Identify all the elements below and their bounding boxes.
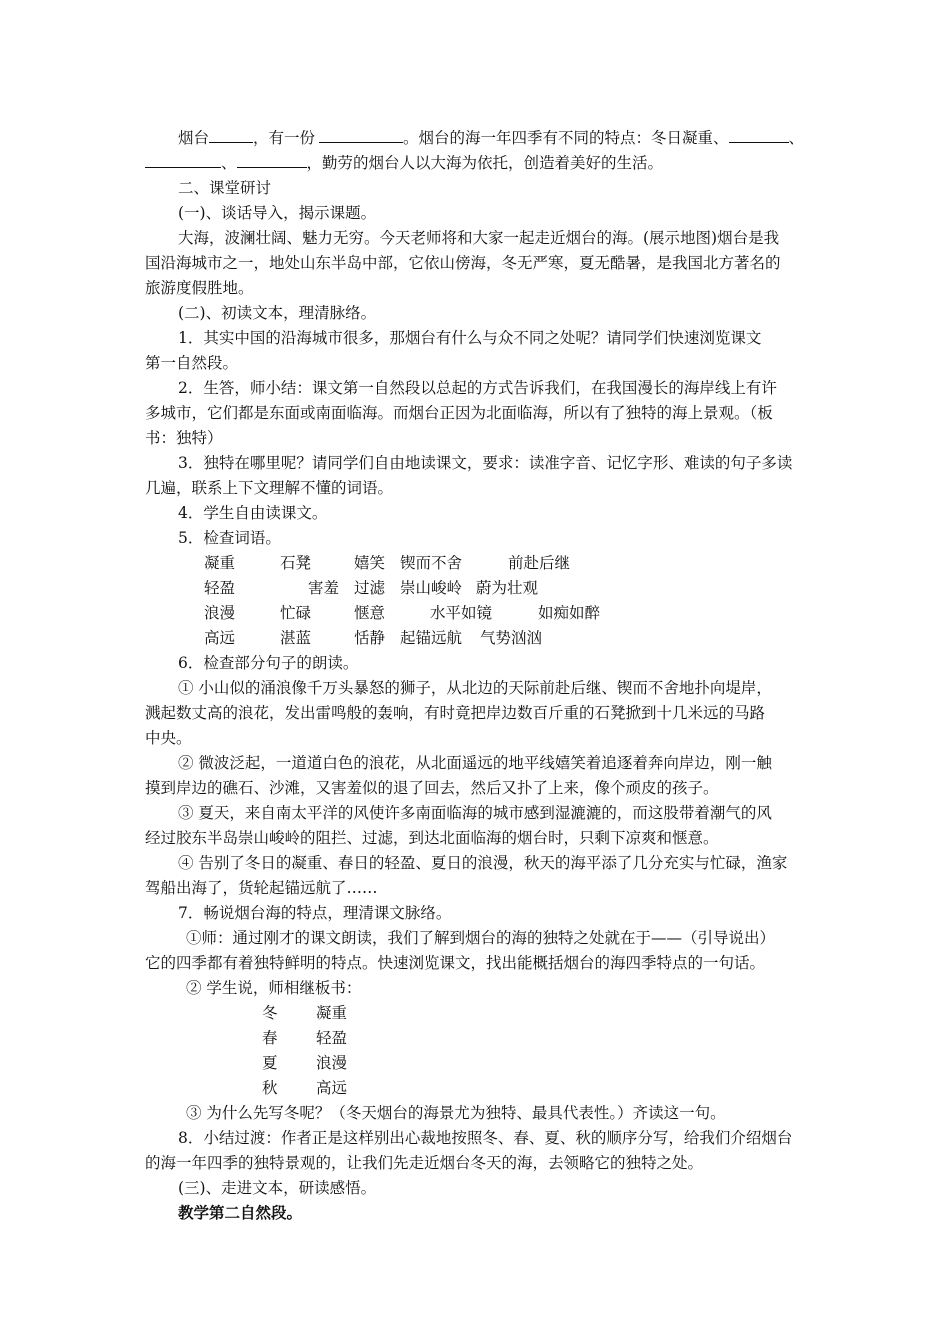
item-7-sub-line: 它的四季都有着独特鲜明的特点。快速浏览课文，找出能概括烟台的海四季特点的一句话。 [145,954,766,972]
intro-text: 烟台 [178,129,210,147]
vocab-word: 忙碌 [280,604,312,622]
season-label: 夏 [262,1054,278,1072]
item-3-line: 几遍，联系上下文理解不懂的词语。 [145,479,394,497]
item-7-sub-line: ② 学生说，师相继板书： [186,979,362,997]
vocab-word: 石凳 [280,554,312,572]
vocab-word: 蔚为壮观 [476,579,539,597]
item-7-sub-line: ③ 为什么先写冬呢？（冬天烟台的海景尤为独特、最具代表性。）齐读这一句。 [186,1104,726,1122]
blank-5 [237,153,307,168]
item-8-line: 的海一年四季的独特景观的，让我们先走近烟台冬天的海，去领略它的独特之处。 [145,1154,704,1172]
season-label: 秋 [262,1079,278,1097]
item-5-line: 5．检查词语。 [178,529,281,547]
intro-text: 、 [221,154,237,172]
subheading-3: (三)、走进文本，研读感悟。 [178,1179,377,1197]
sentence-2-line: 摸到岸边的礁石、沙滩，又害羞似的退了回去，然后又扑了上来，像个顽皮的孩子。 [145,779,719,797]
season-feature: 凝重 [316,1004,348,1022]
item-8-line: 8．小结过渡：作者正是这样别出心裁地按照冬、春、夏、秋的顺序分写，给我们介绍烟台 [178,1129,793,1147]
sentence-1-line: 溅起数丈高的浪花，发出雷鸣般的轰响，有时竟把岸边数百斤重的石凳掀到十几米远的马路 [145,704,766,722]
vocab-word: 嬉笑 [354,554,386,572]
vocab-word: 害羞 [308,579,340,597]
vocab-word: 起锚远航 [400,629,463,647]
item-6-line: 6．检查部分句子的朗读。 [178,654,359,672]
sentence-4-line: 驾船出海了，货轮起锚远航了…… [145,879,378,897]
sentence-3-line: ③ 夏天，来自南太平洋的风使许多南面临海的城市感到湿漉漉的，而这股带着潮气的风 [178,804,772,822]
vocab-word: 崇山峻岭 [400,579,463,597]
subheading-1: (一)、谈话导入，揭示课题。 [178,204,377,222]
vocab-word: 浪漫 [204,604,236,622]
bold-heading: 教学第二自然段。 [178,1203,303,1222]
item-4-line: 4．学生自由读课文。 [178,504,328,522]
intro-text: 、 [788,129,805,147]
sentence-1-line: ① 小山似的涌浪像千万头暴怒的狮子，从北边的天际前赴后继、锲而不舍地扑向堤岸， [178,679,772,697]
vocab-word: 轻盈 [204,579,236,597]
vocab-word: 过滤 [354,579,386,597]
vocab-word: 湛蓝 [280,629,312,647]
season-feature: 轻盈 [316,1029,348,1047]
paragraph-line: 大海，波澜壮阔、魅力无穷。今天老师将和大家一起走近烟台的海。(展示地图)烟台是我 [178,229,780,247]
intro-line-2 [145,153,663,173]
section-heading: 二、课堂研讨 [178,179,272,197]
vocab-word: 前赴后继 [508,554,571,572]
intro-line-1 [178,128,804,148]
sentence-3-line: 经过胶东半岛崇山峻岭的阻拦、过滤，到达北面临海的烟台时，只剩下凉爽和惬意。 [145,829,719,847]
item-1-line: 第一自然段。 [145,354,239,372]
vocab-word: 水平如镜 [430,604,493,622]
sentence-2-line: ② 微波泛起，一道道白色的浪花，从北面遥远的地平线嬉笑着追逐着奔向岸边，刚一触 [178,754,772,772]
item-2-line: 2．生答，师小结：课文第一自然段以总起的方式告诉我们，在我国漫长的海岸线上有许 [178,379,777,397]
blank-4 [145,153,221,168]
item-7-sub-line: ①师：通过刚才的课文朗读，我们了解到烟台的海的独特之处就在于——（引导说出） [186,929,776,947]
vocab-word: 凝重 [204,554,236,572]
blank-3 [729,128,789,143]
item-3-line: 3．独特在哪里呢？请同学们自由地读课文，要求：读准字音、记忆字形、难读的句子多读 [178,454,793,472]
season-label: 春 [262,1029,278,1047]
vocab-word: 恬静 [354,629,386,647]
item-1-line: 1．其实中国的沿海城市很多，那烟台有什么与众不同之处呢？请同学们快速浏览课文 [178,329,762,347]
item-7-line: 7．畅说烟台海的特点，理清课文脉络。 [178,904,452,922]
intro-text: ，勤劳的烟台人以大海为依托，创造着美好的生活。 [306,154,664,172]
item-2-line: 多城市，它们都是东面或南面临海。而烟台正因为北面临海，所以有了独特的海上景观。（板 [145,404,773,422]
sentence-4-line: ④ 告别了冬日的凝重、春日的轻盈、夏日的浪漫，秋天的海平添了几分充实与忙碌，渔家 [178,854,788,872]
paragraph-line: 国沿海城市之一，地处山东半岛中部，它依山傍海，冬无严寒，夏无酷暑，是我国北方著名的 [145,254,781,272]
vocab-word: 气势汹汹 [480,629,543,647]
vocab-word: 如痴如醉 [538,604,601,622]
subheading-2: (二)、初读文本，理清脉络。 [178,304,377,322]
vocab-word: 惬意 [354,604,386,622]
season-feature: 浪漫 [316,1054,348,1072]
blank-1 [209,128,253,143]
intro-text: ，有一份 [253,129,316,147]
sentence-1-line: 中央。 [145,729,192,747]
season-feature: 高远 [316,1079,348,1097]
vocab-word: 锲而不舍 [400,554,463,572]
paragraph-line: 旅游度假胜地。 [145,279,254,297]
vocab-word: 高远 [204,629,236,647]
item-2-line: 书：独特） [145,429,223,447]
blank-2 [319,128,403,143]
intro-text: 。烟台的海一年四季有不同的特点：冬日凝重、 [403,129,729,147]
season-label: 冬 [262,1004,278,1022]
